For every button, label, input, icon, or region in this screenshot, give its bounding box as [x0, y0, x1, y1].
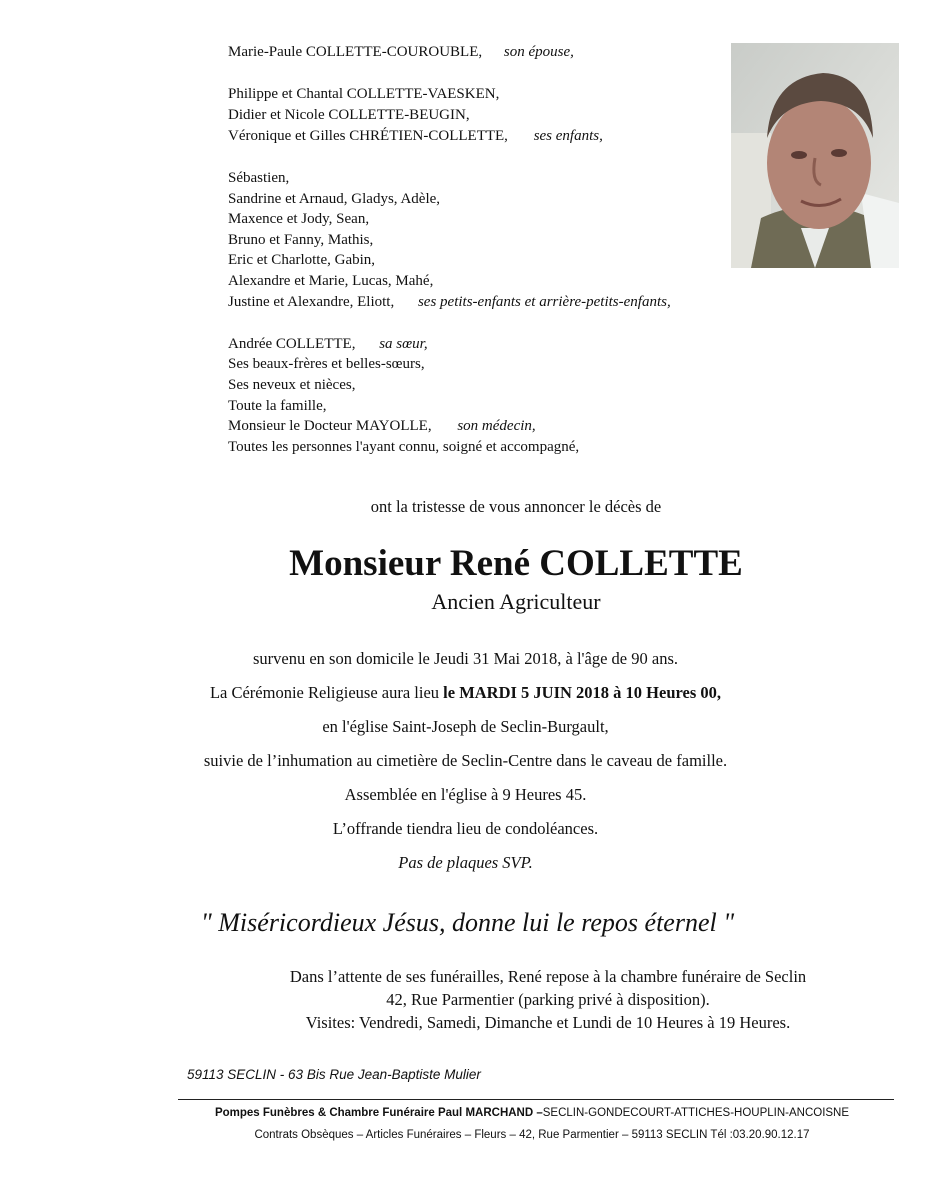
funeral-home-locations: SECLIN-GONDECOURT-ATTICHES-HOUPLIN-ANCOISNE	[542, 1107, 850, 1119]
portrait-illustration	[731, 43, 899, 268]
child-name: Véronique et Gilles CHRÉTIEN-COLLETTE,	[228, 128, 508, 144]
announcement-text: ont la tristesse de vous annoncer le décès de	[370, 497, 662, 516]
closing-line: Toutes les personnes l'ayant connu, soigné et accompagné,	[228, 439, 580, 455]
grandchild-line: Sandrine et Arnaud, Gladys, Adèle,	[228, 191, 441, 207]
portrait-photo	[731, 43, 899, 268]
grandchild-line: Sébastien,	[228, 170, 290, 186]
family-spouse-line	[228, 44, 574, 61]
spouse-name: Marie-Paule COLLETTE-COUROUBLE,	[228, 44, 483, 60]
grandchild-line: Maxence et Jody, Sean,	[228, 211, 370, 227]
rest-line: 42, Rue Parmentier (parking privé à disposition).	[386, 990, 710, 1009]
grandchild-line: Alexandre et Marie, Lucas, Mahé,	[228, 273, 434, 289]
sister-role: sa sœur,	[379, 336, 428, 352]
grandchildren-role: ses petits-enfants et arrière-petits-enfants,	[417, 294, 671, 310]
visits-line: Visites: Vendredi, Samedi, Dimanche et Lundi de 10 Heures à 19 Heures.	[305, 1013, 791, 1032]
deceased-occupation: Ancien Agriculteur	[431, 589, 601, 614]
funeral-home-services: Contrats Obsèques – Articles Funéraires – Fleurs – 42, Rue Parmentier – 59113 SECLIN Tél :03.20.90.12.17	[254, 1129, 810, 1141]
offering-line: L’offrande tiendra lieu de condoléances.	[332, 819, 599, 838]
prayer-quote: " Miséricordieux Jésus, donne lui le repos éternel "	[200, 908, 735, 937]
ceremony-prefix: La Cérémonie Religieuse aura lieu	[209, 683, 444, 702]
deceased-name: Monsieur René COLLETTE	[289, 543, 743, 584]
address-line: 59113 SECLIN - 63 Bis Rue Jean-Baptiste Mulier	[187, 1067, 481, 1082]
footer-divider	[178, 1099, 894, 1100]
funeral-home-name: Pompes Funèbres & Chambre Funéraire Paul MARCHAND –	[214, 1107, 543, 1119]
spouse-role: son épouse,	[503, 44, 574, 60]
relatives-line: Toute la famille,	[228, 398, 327, 414]
ceremony-date: le MARDI 5 JUIN 2018 à 10 Heures 00,	[443, 683, 722, 702]
rest-line: Dans l’attente de ses funérailles, René repose à la chambre funéraire de Seclin	[289, 967, 807, 986]
relatives-line: Ses beaux-frères et belles-sœurs,	[228, 356, 425, 372]
assembly-line: Assemblée en l'église à 9 Heures 45.	[344, 785, 587, 804]
death-details: survenu en son domicile le Jeudi 31 Mai 2018, à l'âge de 90 ans.	[252, 649, 678, 668]
doctor-role: son médecin,	[457, 418, 536, 434]
child-line: Didier et Nicole COLLETTE-BEUGIN,	[228, 107, 470, 123]
child-line: Philippe et Chantal COLLETTE-VAESKEN,	[228, 86, 500, 102]
relatives-line: Ses neveux et nièces,	[228, 377, 356, 393]
no-plaques-line: Pas de plaques SVP.	[398, 853, 533, 872]
doctor-name: Monsieur le Docteur MAYOLLE,	[228, 418, 432, 434]
ceremony-line	[0, 683, 939, 703]
sister-name: Andrée COLLETTE,	[228, 336, 356, 352]
grandchild-name: Justine et Alexandre, Eliott,	[228, 294, 395, 310]
children-role: ses enfants,	[533, 128, 603, 144]
doctor-line	[228, 418, 536, 435]
grandchild-line: Bruno et Fanny, Mathis,	[228, 232, 374, 248]
grandchild-line: Eric et Charlotte, Gabin,	[228, 252, 376, 268]
grandchild-line-last	[228, 294, 671, 311]
funeral-home-line	[0, 1107, 947, 1119]
child-line-last	[228, 128, 603, 145]
sister-line	[228, 336, 428, 353]
church-line: en l'église Saint-Joseph de Seclin-Burgault,	[322, 717, 609, 736]
burial-line: suivie de l’inhumation au cimetière de Seclin-Centre dans le caveau de famille.	[203, 751, 728, 770]
